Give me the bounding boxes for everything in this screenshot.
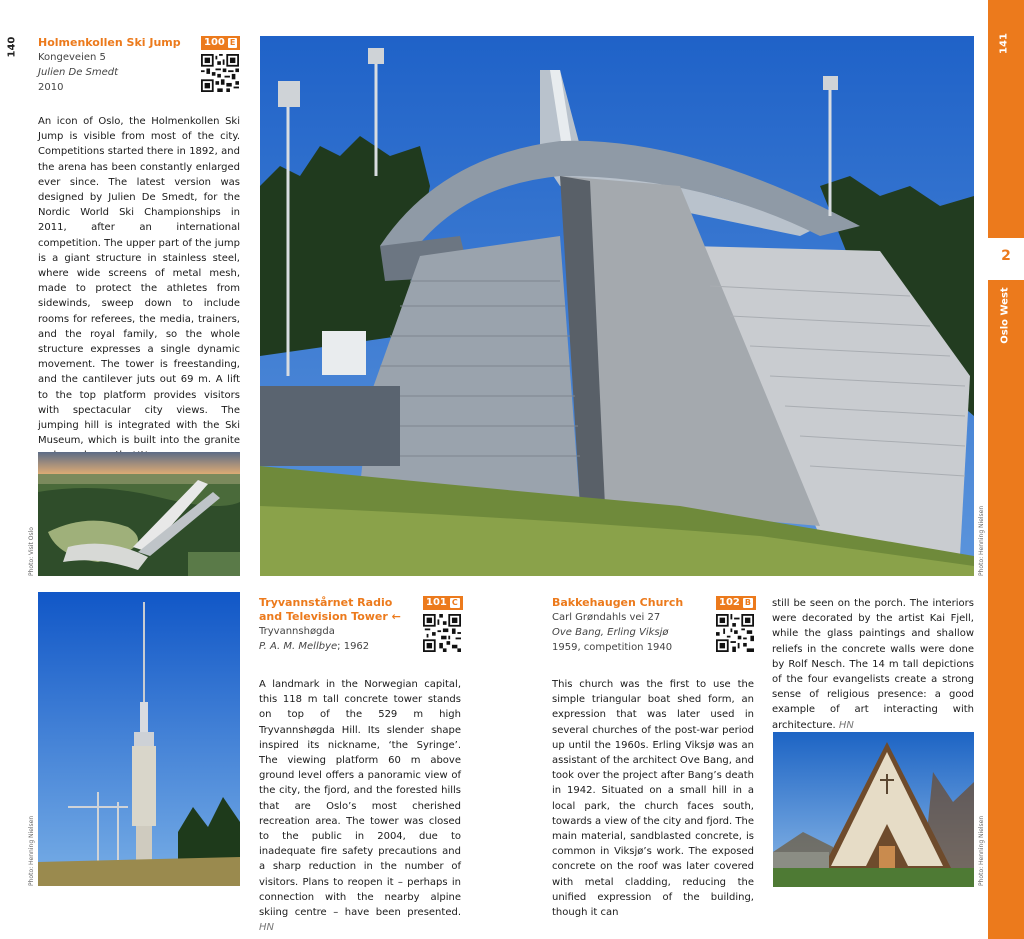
entry-101-header: Tryvannstårnet Radio and Television Tower ← Tryvannshøgda P. A. M. Mellbye; 1962 — [259, 596, 419, 654]
page-number-left: 140 — [6, 36, 18, 58]
qr-code-icon[interactable] — [201, 54, 239, 92]
entry-address: Tryvannshøgda — [259, 626, 335, 637]
map-letter: E — [229, 38, 236, 47]
map-letter: B — [744, 598, 751, 607]
qr-code-icon[interactable] — [716, 614, 754, 652]
entry-address: Carl Grøndahls vei 27 — [552, 612, 661, 623]
entry-year: 2010 — [38, 82, 64, 93]
entry-title: Bakkehaugen Church — [552, 596, 684, 609]
ski-jump-photo — [260, 36, 974, 576]
photo-credit: Photo: Henning Nielsen — [978, 505, 985, 576]
entry-102-body — [552, 677, 754, 920]
chapter-name: Oslo West — [999, 287, 1011, 344]
chapter-number: 2 — [1001, 248, 1011, 264]
entry-address: Kongeveien 5 — [38, 52, 106, 63]
entry-year: 1962 — [343, 641, 370, 652]
entry-text: An icon of Oslo, the Holmenkollen Ski Jump is visible from most of the city. Competitions started there in 1892, and the arena has been constantly enlarged ever since. The latest version was designed by Julien De Smedt, for the Nordic World Ski Championships in 2011, after an international competition. The upper part of the jump is a giant structure in stainless steel, where wide screens of metal mesh, made to protect the athletes from sidewinds, sweep down to include rooms for referees, the media, trainers, and the royal family, so the whole structure expresses a single dynamic movement. The tower is freestanding, and the cantilever juts out 69 m. A lift to the top platform provides visitors with spectacular city views. The jumping hill is integrated with the Ski Museum, which is built into the granite — [38, 116, 240, 447]
entry-architect: Julien De Smedt — [38, 67, 119, 78]
entry-text-continued: still be seen on the porch. The interiors were decorated by the artist Kai Fjell, while the glass paintings and shallow reliefs in the concrete walls were done by Rolf Nesch. The 14 m tall depictions of the four evangelists create a strong sense of religious presence: a good example of art interacting with architecture. — [772, 598, 974, 731]
entry-100-body — [38, 114, 240, 464]
map-letter: C — [451, 598, 458, 607]
entry-badge — [716, 596, 756, 610]
entry-year: 1959, competition 1940 — [552, 642, 673, 653]
photo-credit: Photo: Henning Nielsen — [28, 815, 35, 886]
entry-text: This church was the first to use the simple triangular boat shed form, an expression that was later used in several churches of the post-war period up until the 1960s. Erling Viksjø was an assistant of the architect Ove Bang, and took over the project after Bang’s death in 1942. Situated on a small hill in a local park, the church faces south, towards a view of the city and fjord. The main material, sandblasted concrete, is common in Viksjø’s work. The exposed concrete on the roof was later covered with metal cladding, reducing the unified expression of the building, though it can — [552, 679, 754, 919]
entry-number: 100 — [204, 37, 225, 48]
entry-number: 101 — [426, 597, 447, 608]
photo-credit: Photo: Visit Oslo — [28, 527, 35, 576]
entry-architect: P. A. M. Mellbye — [259, 641, 338, 652]
church-photo — [773, 732, 974, 887]
entry-title: Tryvannstårnet Radio and Television Tower ← — [259, 596, 401, 623]
photo-credit: Photo: Henning Nielsen — [978, 815, 985, 886]
entry-badge — [423, 596, 463, 610]
entry-102-header — [552, 596, 712, 655]
chapter-sidebar — [988, 0, 1024, 939]
entry-number: 102 — [719, 597, 740, 608]
entry-title: Holmenkollen Ski Jump — [38, 36, 181, 49]
entry-badge — [201, 36, 240, 50]
entry-text: A landmark in the Norwegian capital, this 118 m tall concrete tower stands on top of the 529 m high Tryvannshøgda Hill. Its slender shape inspired its nickname, ‘the Syringe’. The viewing platform 60 m above ground level offers a panoramic view of the city, the fjord, and the forested hills that are Oslo’s most cherished recreation area. The tower was closed to the public in 2004, due to inadequate fire safety precautions and a sharp reduction in the number of visitors. Plans to reopen it – perhaps in connection with the nearby alpine skiing centre – have been presented. — [259, 679, 461, 919]
chapter-tab[interactable] — [988, 238, 1024, 280]
entry-architect: Ove Bang, Erling Viksjø — [552, 627, 669, 638]
entry-author: HN — [259, 922, 274, 934]
tower-photo — [38, 592, 240, 886]
entry-101-body — [259, 677, 461, 935]
qr-code-icon[interactable] — [423, 614, 461, 652]
page-number-right: 141 — [998, 33, 1010, 54]
entry-author: HN — [838, 719, 854, 731]
aerial-photo — [38, 452, 240, 576]
entry-102-body-continued — [772, 596, 974, 733]
